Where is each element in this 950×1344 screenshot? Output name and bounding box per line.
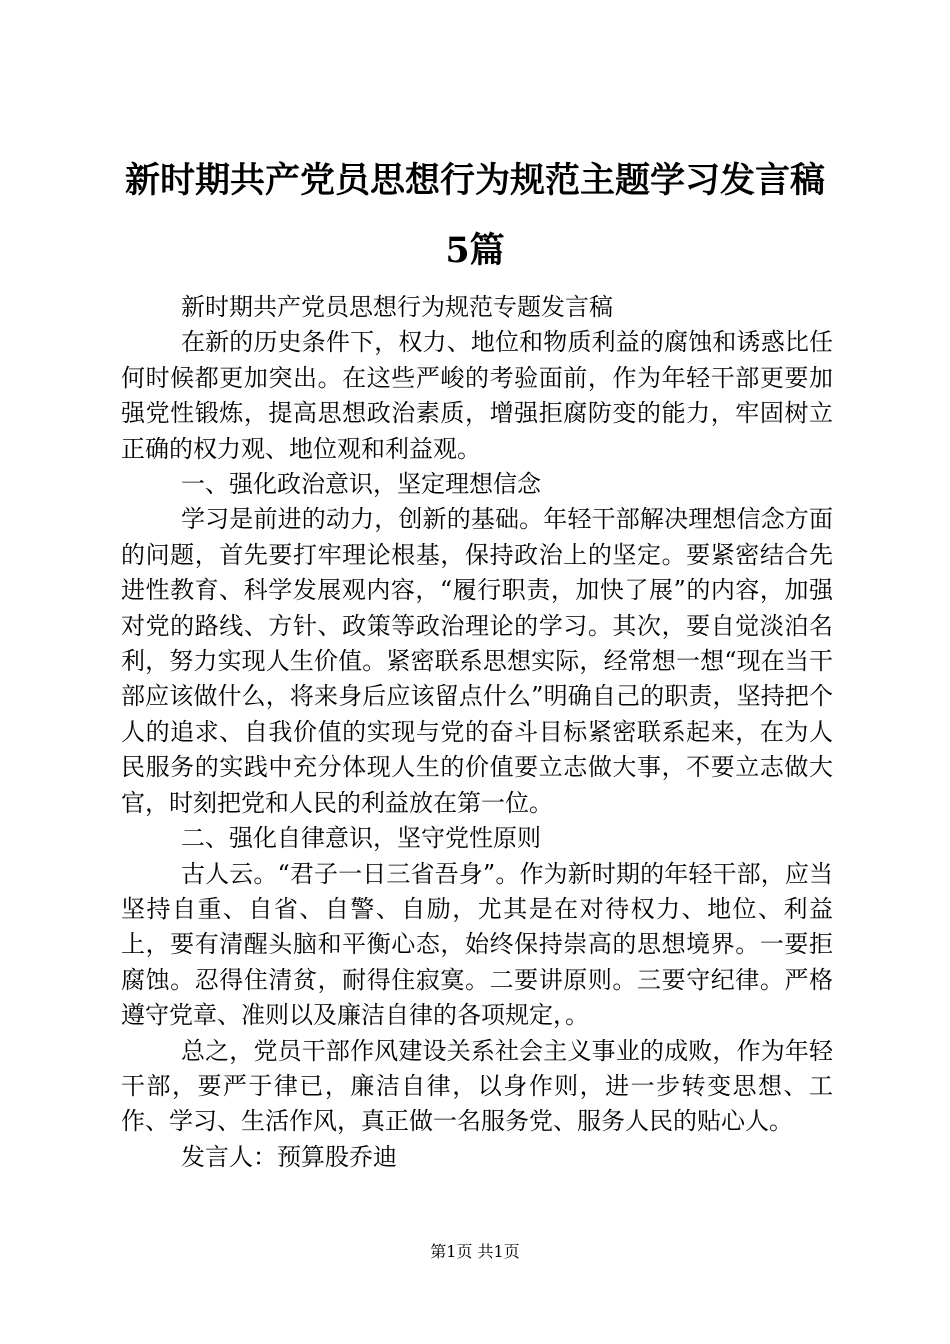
section-heading-1: 一、强化政治意识，坚定理想信念 [181, 470, 541, 499]
page-footer: 第1页 共1页 [430, 1242, 520, 1261]
document-body [121, 290, 833, 1175]
section-heading-2: 二、强化自律意识，坚守党性原则 [181, 824, 541, 853]
subtitle-paragraph: 新时期共产党员思想行为规范专题发言稿 [181, 293, 613, 321]
title-line-2: 5篇 [445, 230, 505, 271]
conclusion-paragraph: 总之，党员干部作风建设关系社会主义事业的成败，作为年轻干部，要严于律已，廉洁自律，以身作则，进一步转变思想、工作、学习、生活作风，真正做一名服务党、服务人民的贴心人。 [121, 1036, 833, 1136]
speaker-line: 发言人：预算股乔迪 [181, 1142, 397, 1171]
document-title [100, 146, 850, 286]
section-2-paragraph: 古人云。“君子一日三省吾身”。作为新时期的年轻干部，应当坚持自重、自省、自警、自励，尤其是在对待权力、地位、利益上，要有清醒头脑和平衡心态，始终保持崇高的思想境界。一要拒腐蚀。忍得住清贫，耐得住寂寞。二要讲原则。三要守纪律。严格遵守党章、准则以及廉洁自律的各项规定，。 [121, 859, 833, 1030]
section-1-paragraph: 学习是前进的动力，创新的基础。年轻干部解决理想信念方面的问题，首先要打牢理论根基，保持政治上的坚定。要紧密结合先进性教育、科学发展观内容，“履行职责，加快了展”的内容，加强对党的路线、方针、政策等政治理论的学习。其次，要自觉淡泊名利，努力实现人生价值。紧密联系思想实际，经常想一想“现在当干部应该做什么，将来身后应该留点什么”明确自己的职责，坚持把个人的追求、自我价值的实现与党的奋斗目标紧密联系起来，在为人民服务的实践中充分体现人生的价值要立志做大事，不要立志做大官，时刻把党和人民的利益放在第一位。 [121, 505, 833, 817]
intro-paragraph: 在新的历史条件下，权力、地位和物质利益的腐蚀和诱惑比任何时候都更加突出。在这些严峻的考验面前，作为年轻干部更要加强党性锻炼，提高思想政治素质，增强拒腐防变的能力，牢固树立正确的权力观、地位观和利益观。 [121, 328, 833, 463]
title-line-1: 新时期共产党员思想行为规范主题学习发言稿 [124, 160, 825, 201]
